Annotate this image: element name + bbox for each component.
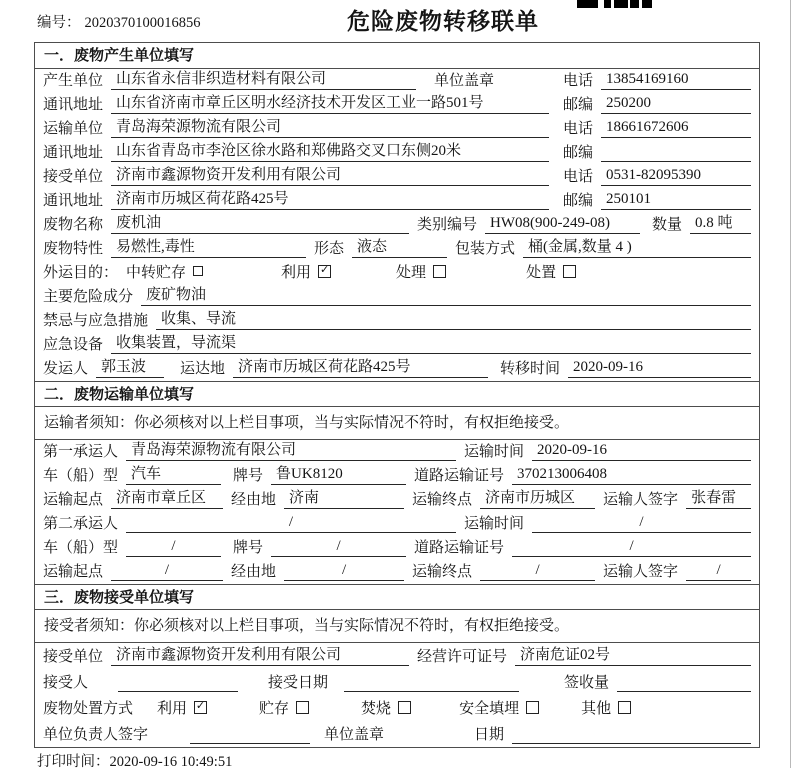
field-label: 邮编 xyxy=(562,97,593,113)
transporter-notice-text: 运输者须知：你必须核对以上栏目事项，当与实际情况不符时，有权拒绝接受。 xyxy=(35,407,759,440)
form-row-shipper xyxy=(35,357,759,381)
checkbox-option xyxy=(459,697,539,718)
field-value-empty xyxy=(512,727,751,744)
form-row-transport-route xyxy=(35,488,759,512)
field-value: 山东省济南市章丘区明水经济技术开发区工业一路501号 xyxy=(111,91,549,114)
field-label: 禁忌与应急措施 xyxy=(43,313,149,329)
field-value: 济南市历城区 xyxy=(480,486,595,509)
field-value: 13854169160 xyxy=(601,71,751,90)
checkbox-unchecked-icon xyxy=(618,701,631,714)
field-label: 主要危险成分 xyxy=(43,289,134,305)
field-value: 济南 xyxy=(284,486,404,509)
field-value: 山东省青岛市李沧区徐水路和郑佛路交叉口东侧20米 xyxy=(111,139,549,162)
checkmark-glyph: ✓ xyxy=(319,263,330,276)
field-value: 2020-09-16 xyxy=(532,442,751,461)
field-label: 产生单位 xyxy=(43,73,104,89)
form-row-waste-property xyxy=(35,237,759,261)
field-label: 通讯地址 xyxy=(43,145,104,161)
field-label: 第一承运人 xyxy=(43,444,119,460)
checkbox-unchecked-icon xyxy=(563,265,576,278)
field-label: 外运目的： xyxy=(43,265,119,281)
field-label: 接受单位 xyxy=(43,169,104,185)
field-label: 类别编号 xyxy=(417,217,478,233)
checkbox-unchecked-icon xyxy=(193,266,203,276)
page-edge-divider xyxy=(790,0,791,768)
form-row-waste-name xyxy=(35,213,759,237)
form-row-hazard-components xyxy=(35,285,759,309)
form-row-producer-unit xyxy=(35,69,759,93)
unit-seal-label: 单位盖章 xyxy=(434,73,495,89)
checkbox-label: 焚烧 xyxy=(361,701,392,717)
field-label: 数量 xyxy=(652,217,683,233)
checkbox-option xyxy=(281,261,331,282)
field-label: 废物处置方式 xyxy=(43,701,134,717)
checkbox-unchecked-icon xyxy=(526,701,539,714)
form-row-producer-address xyxy=(35,93,759,117)
field-label: 运输终点 xyxy=(412,492,473,508)
field-label: 运输时间 xyxy=(464,444,525,460)
checkbox-option xyxy=(259,697,309,718)
field-label: 经由地 xyxy=(231,564,277,580)
field-label: 转移时间 xyxy=(500,361,561,377)
field-label: 电话 xyxy=(562,73,593,89)
field-label: 电话 xyxy=(562,121,593,137)
field-label: 形态 xyxy=(314,241,345,257)
field-value: 液态 xyxy=(352,235,447,258)
field-label: 单位负责人签字 xyxy=(43,727,149,743)
field-label: 运输终点 xyxy=(412,564,473,580)
section-transporter xyxy=(35,407,759,584)
checkbox-option xyxy=(126,261,203,282)
field-value-slash: / xyxy=(284,562,404,581)
checkbox-checked-icon xyxy=(318,265,331,278)
field-value: 桶(金属,数量 4 ) xyxy=(523,235,751,258)
field-value: 0531-82095390 xyxy=(601,167,751,186)
form-row-transport-address xyxy=(35,141,759,165)
field-label: 经营许可证号 xyxy=(417,649,508,665)
field-label: 废物特性 xyxy=(43,241,104,257)
field-value: 济南市章丘区 xyxy=(111,486,223,509)
field-value: 青岛海荣源物流有限公司 xyxy=(126,438,456,461)
checkbox-label: 中转贮存 xyxy=(126,265,187,281)
form-row-receiver-address xyxy=(35,189,759,213)
field-value: 废机油 xyxy=(111,211,409,234)
field-label: 第二承运人 xyxy=(43,516,119,532)
checkbox-label: 处理 xyxy=(396,265,427,281)
form-row-responsible-signature xyxy=(35,721,759,747)
print-timestamp-value: 2020-09-16 10:49:51 xyxy=(109,754,233,768)
checkbox-label: 利用 xyxy=(281,265,312,281)
field-label: 车（船）型 xyxy=(43,540,119,556)
field-label: 电话 xyxy=(562,169,593,185)
field-label: 签收量 xyxy=(564,675,610,691)
checkbox-option xyxy=(361,697,411,718)
checkbox-option xyxy=(396,261,446,282)
receiver-notice-text: 接受者须知：你必须核对以上栏目事项，当与实际情况不符时，有权拒绝接受。 xyxy=(35,610,759,643)
field-label: 废物名称 xyxy=(43,217,104,233)
field-value: 青岛海荣源物流有限公司 xyxy=(111,115,549,138)
form-row-emergency-equipment xyxy=(35,333,759,357)
form-row-second-carrier xyxy=(35,512,759,536)
checkbox-label: 其他 xyxy=(581,701,612,717)
field-label: 接受单位 xyxy=(43,649,104,665)
checkbox-label: 处置 xyxy=(526,265,557,281)
section-producer xyxy=(35,69,759,381)
field-label: 通讯地址 xyxy=(43,193,104,209)
field-value-slash: / xyxy=(126,538,221,557)
checkbox-option xyxy=(581,697,631,718)
field-label: 应急设备 xyxy=(43,337,104,353)
form-row-emergency-measures xyxy=(35,309,759,333)
field-value-empty xyxy=(118,675,238,692)
field-value-slash: / xyxy=(686,562,751,581)
field-label: 运输单位 xyxy=(43,121,104,137)
field-value: 18661672606 xyxy=(601,119,751,138)
field-value-empty xyxy=(344,675,519,692)
field-value: 济南市鑫源物资开发利用有限公司 xyxy=(111,643,409,666)
field-label: 发运人 xyxy=(43,361,89,377)
field-label: 牌号 xyxy=(233,468,264,484)
field-value: 易燃性,毒性 xyxy=(111,235,306,258)
field-value: 鲁UK8120 xyxy=(271,462,406,485)
field-label: 运达地 xyxy=(180,361,226,377)
field-label: 运输人签字 xyxy=(603,492,679,508)
section-receiver-title: 三．废物接受单位填写 xyxy=(35,584,759,610)
field-value: 0.8 吨 xyxy=(690,211,751,234)
manifest-form xyxy=(34,42,760,748)
field-value-slash: / xyxy=(271,538,406,557)
checkmark-glyph: ✓ xyxy=(195,699,206,712)
field-label: 经由地 xyxy=(231,492,277,508)
field-label: 运输起点 xyxy=(43,564,104,580)
field-label: 运输人签字 xyxy=(603,564,679,580)
field-label: 运输时间 xyxy=(464,516,525,532)
qr-code-fragment xyxy=(577,0,652,8)
field-label: 接受人 xyxy=(43,675,89,691)
print-timestamp xyxy=(37,750,232,768)
field-value: 收集、导流 xyxy=(156,307,751,330)
field-value: 济南市鑫源物资开发利用有限公司 xyxy=(111,163,549,186)
form-row-outbound-purpose xyxy=(35,261,759,285)
section-producer-title: 一．废物产生单位填写 xyxy=(35,43,759,69)
form-row-disposal-method xyxy=(35,695,759,721)
form-row-vehicle-type xyxy=(35,464,759,488)
field-label: 邮编 xyxy=(562,145,593,161)
field-value: 济南危证02号 xyxy=(515,643,751,666)
field-label: 道路运输证号 xyxy=(414,540,505,556)
field-value: 济南市历城区荷花路425号 xyxy=(111,187,549,210)
field-value: 370213006408 xyxy=(512,466,751,485)
checkbox-unchecked-icon xyxy=(296,701,309,714)
field-value: 济南市历城区荷花路425号 xyxy=(233,355,488,378)
field-value: 收集装置，导流渠 xyxy=(111,331,751,354)
checkbox-checked-icon xyxy=(194,701,207,714)
field-value: 废矿物油 xyxy=(141,283,751,306)
form-row-vehicle-type-2 xyxy=(35,536,759,560)
field-label: 邮编 xyxy=(562,193,593,209)
form-row-first-carrier xyxy=(35,440,759,464)
field-value-slash: / xyxy=(111,562,223,581)
doc-number-label: 编号： xyxy=(37,15,81,31)
unit-seal-label: 单位盖章 xyxy=(324,727,385,743)
field-label: 接受日期 xyxy=(268,675,329,691)
field-value-slash: / xyxy=(532,514,751,533)
form-row-receiver-unit xyxy=(35,165,759,189)
field-value: 250200 xyxy=(601,95,751,114)
field-value: 250101 xyxy=(601,191,751,210)
signature-value: 张春雷 xyxy=(686,486,751,509)
form-row-receiving-unit xyxy=(35,643,759,669)
form-row-transport-unit xyxy=(35,117,759,141)
checkbox-label: 安全填埋 xyxy=(459,701,520,717)
signature-value-empty xyxy=(190,727,310,744)
field-label: 运输起点 xyxy=(43,492,104,508)
checkbox-option xyxy=(526,261,576,282)
field-label: 车（船）型 xyxy=(43,468,119,484)
checkbox-unchecked-icon xyxy=(398,701,411,714)
field-value: 郭玉波 xyxy=(96,355,164,378)
field-label: 道路运输证号 xyxy=(414,468,505,484)
field-value: 汽车 xyxy=(126,462,221,485)
field-value-slash: / xyxy=(512,538,751,557)
checkbox-unchecked-icon xyxy=(433,265,446,278)
print-timestamp-label: 打印时间： xyxy=(37,754,110,768)
field-value: 山东省永信非织造材料有限公司 xyxy=(111,67,416,90)
checkbox-option xyxy=(157,697,207,718)
form-row-receiver-person xyxy=(35,669,759,695)
field-label: 日期 xyxy=(474,727,505,743)
section-receiver xyxy=(35,610,759,747)
field-value-empty xyxy=(617,675,751,692)
field-value-slash: / xyxy=(126,514,456,533)
field-label: 通讯地址 xyxy=(43,97,104,113)
checkbox-label: 贮存 xyxy=(259,701,290,717)
field-value: HW08(900-249-08) xyxy=(485,215,640,234)
field-label: 包装方式 xyxy=(455,241,516,257)
doc-number-value: 2020370100016856 xyxy=(84,15,201,31)
page-title: 危险废物转移联单 xyxy=(347,9,539,34)
field-value-slash: / xyxy=(480,562,595,581)
field-value: 2020-09-16 xyxy=(568,359,751,378)
field-label: 牌号 xyxy=(233,540,264,556)
field-value-empty xyxy=(601,145,751,162)
section-transporter-title: 二．废物运输单位填写 xyxy=(35,381,759,407)
checkbox-label: 利用 xyxy=(157,701,188,717)
form-row-transport-route-2 xyxy=(35,560,759,584)
